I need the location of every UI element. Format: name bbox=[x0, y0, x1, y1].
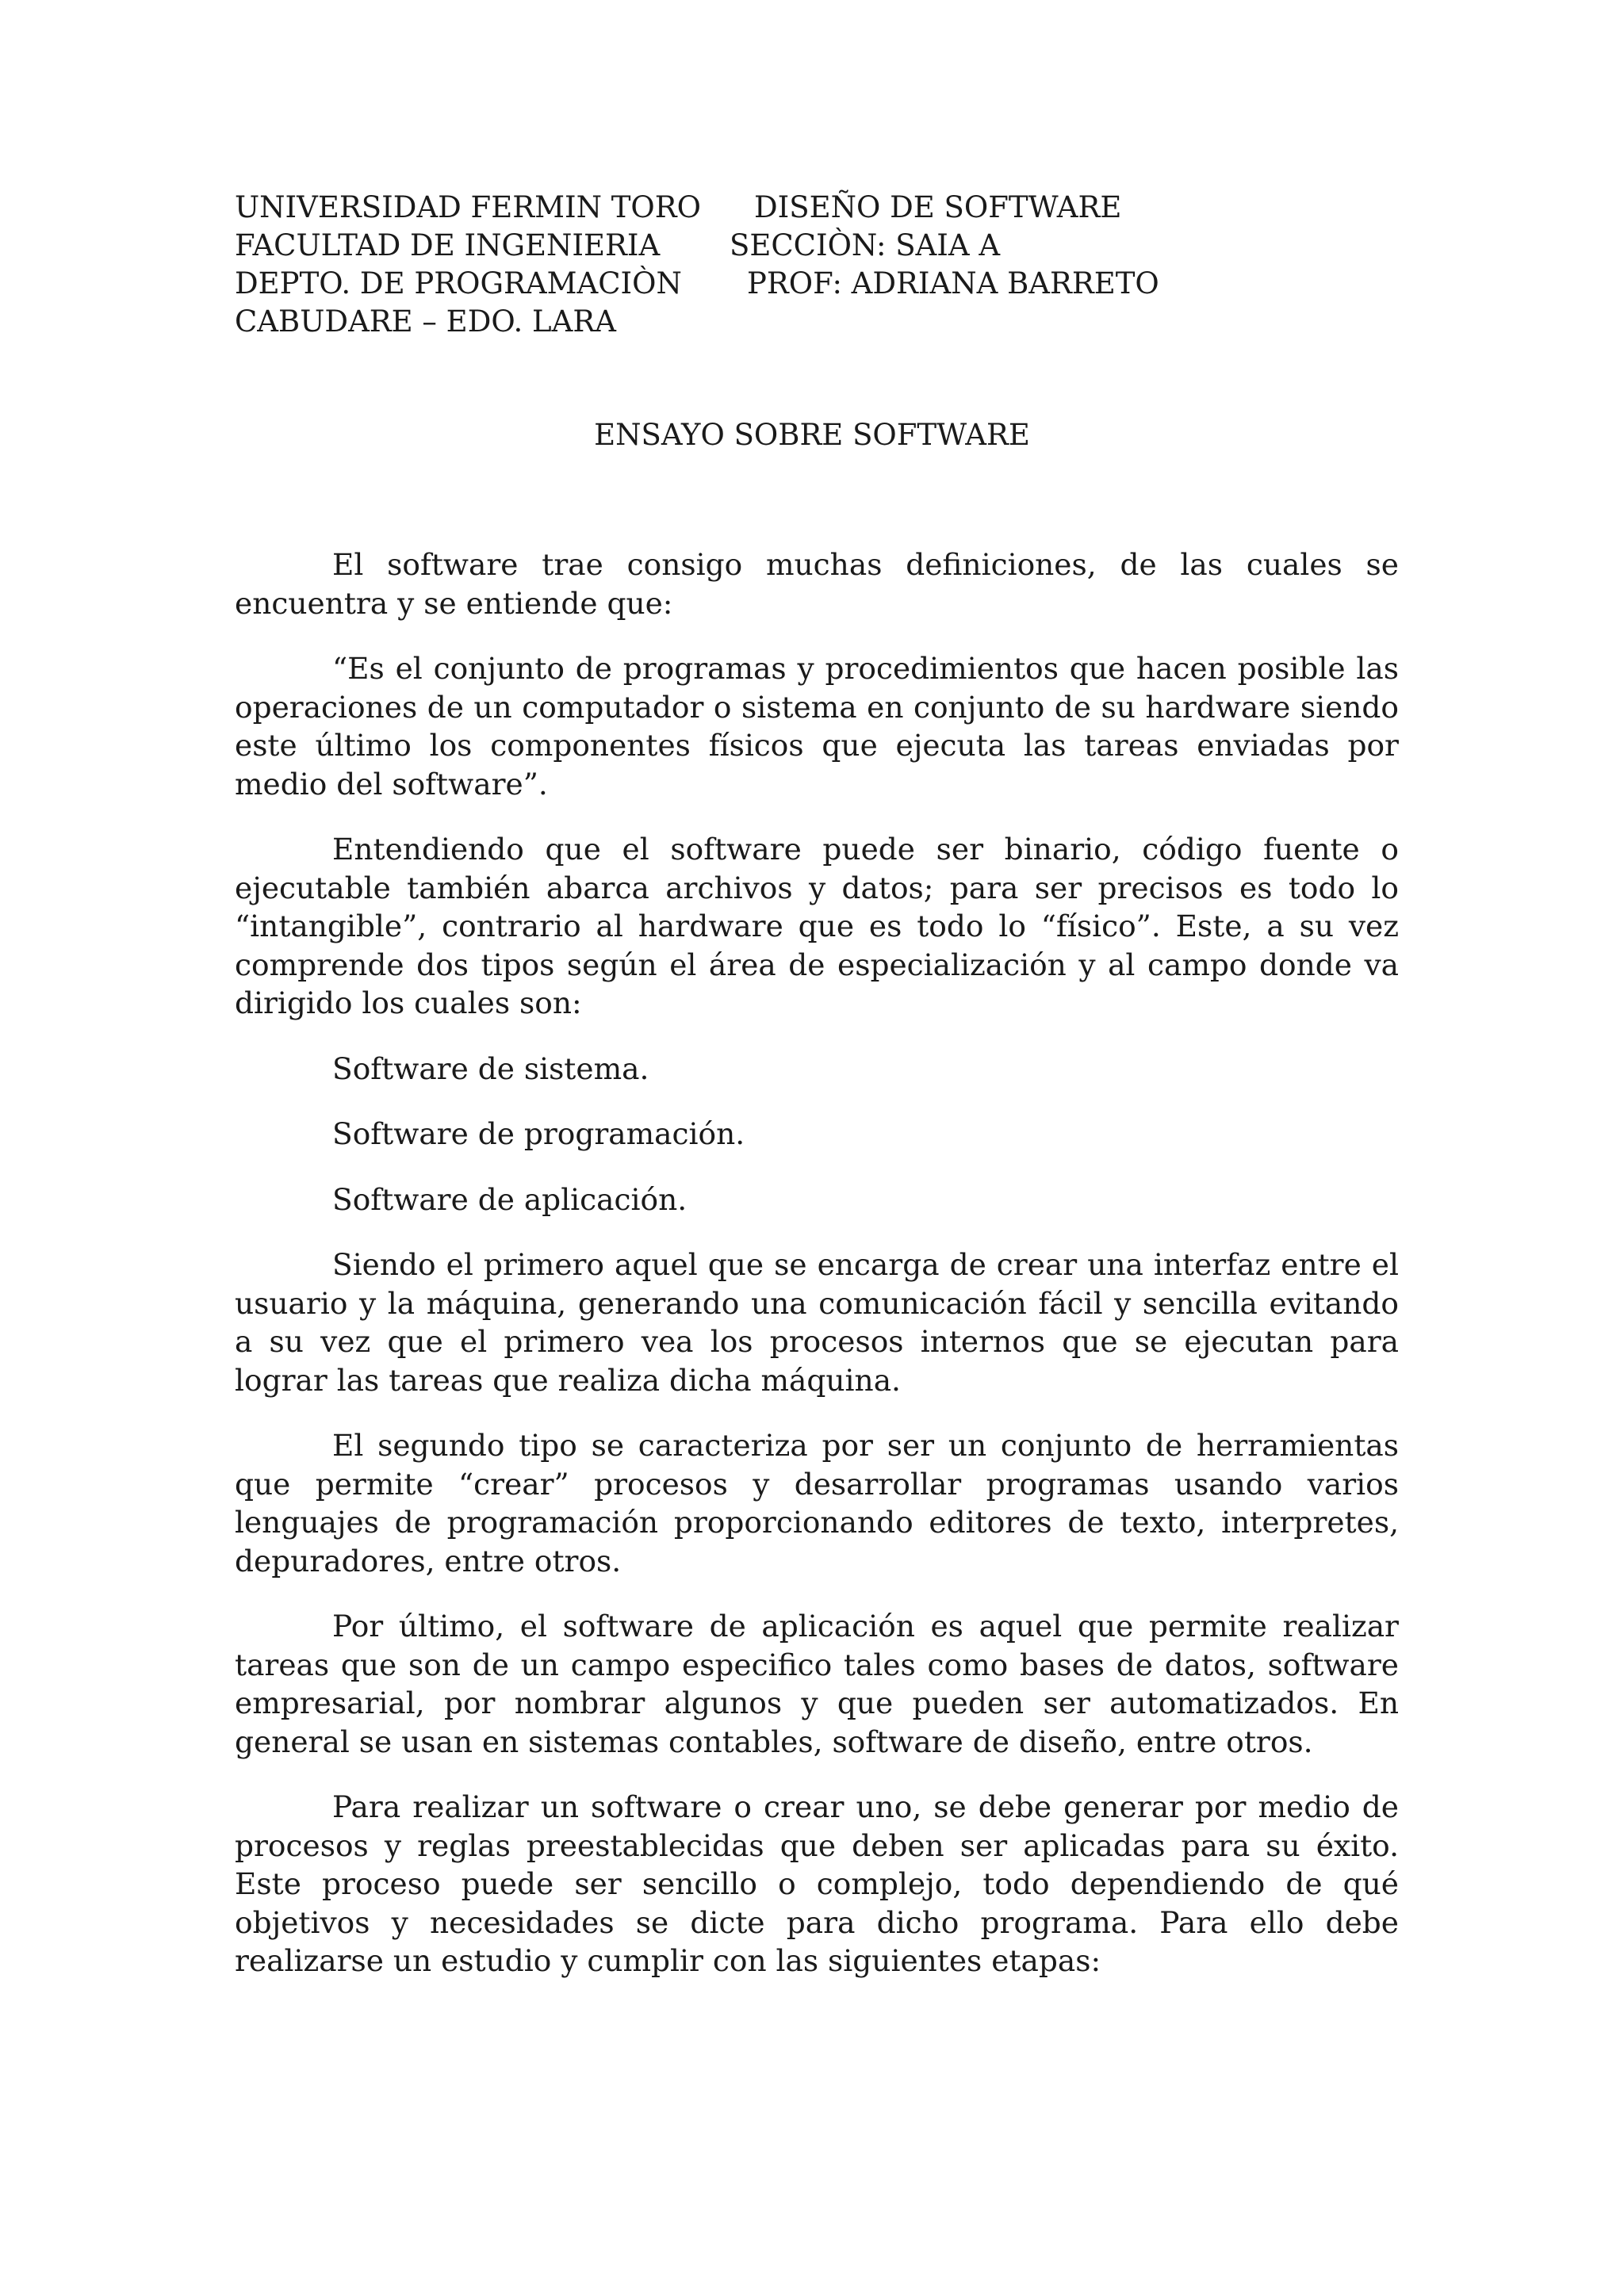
paragraph: Para realizar un software o crear uno, se debe generar por medio de procesos y reglas preestablecidas que deben ser aplicadas para su éxito. Este proceso puede ser sencillo o complejo, todo dependiendo de qué objetivos y necesidades se dicte para dicho programa. Para ello debe realizarse un estudio y cumplir con las siguientes etapas: bbox=[235, 1789, 1399, 1978]
list-item: Software de sistema. bbox=[332, 1050, 649, 1086]
header-professor: PROF: ADRIANA BARRETO bbox=[747, 266, 1159, 300]
header-row bbox=[235, 189, 1408, 227]
quote-paragraph: “Es el conjunto de programas y procedimientos que hacen posible las operaciones de un computador o sistema en conjunto de su hardware siendo este último los componentes físicos que ejecuta las tareas enviadas por medio del software”. bbox=[235, 651, 1399, 802]
paragraph: El segundo tipo se caracteriza por ser un conjunto de herramientas que permite “crear” procesos y desarrollar programas usando varios lenguajes de programación proporcionando editores de texto, interpretes, depuradores, entre otros. bbox=[235, 1428, 1399, 1578]
header-faculty: FACULTAD DE INGENIERIA bbox=[235, 228, 661, 262]
header-university: UNIVERSIDAD FERMIN TORO bbox=[235, 190, 701, 224]
header-course: DISEÑO DE SOFTWARE bbox=[754, 190, 1122, 224]
document-header bbox=[235, 189, 1408, 341]
paragraph: Entendiendo que el software puede ser binario, código fuente o ejecutable también abarca archivos y datos; para ser precisos es todo lo “intangible”, contrario al hardware que es todo lo “físico”. Este, a su vez comprende dos tipos según el área de especialización y al campo donde va dirigido los cuales son: bbox=[235, 832, 1399, 1020]
header-row bbox=[235, 303, 1408, 341]
header-location: CABUDARE – EDO. LARA bbox=[235, 304, 616, 339]
document-title: ENSAYO SOBRE SOFTWARE bbox=[594, 418, 1030, 452]
paragraph: Siendo el primero aquel que se encarga de crear una interfaz entre el usuario y la máquina, generando una comunicación fácil y sencilla evitando a su vez que el primero vea los procesos internos que se ejecutan para lograr las tareas que realiza dicha máquina. bbox=[235, 1247, 1399, 1398]
list-item: Software de programación. bbox=[332, 1116, 745, 1151]
header-row bbox=[235, 227, 1408, 265]
document-body bbox=[235, 545, 1399, 2007]
header-department: DEPTO. DE PROGRAMACIÒN bbox=[235, 266, 682, 300]
paragraph: El software trae consigo muchas definiciones, de las cuales se encuentra y se entiende que: bbox=[235, 547, 1399, 621]
header-section: SECCIÒN: SAIA A bbox=[730, 228, 1001, 262]
header-row bbox=[235, 265, 1408, 303]
paragraph: Por último, el software de aplicación es aquel que permite realizar tareas que son de un campo especifico tales como bases de datos, software empresarial, por nombrar algunos y que pueden ser automatizados. En general se usan en sistemas contables, software de diseño, entre otros. bbox=[235, 1609, 1399, 1759]
list-item: Software de aplicación. bbox=[332, 1181, 688, 1217]
